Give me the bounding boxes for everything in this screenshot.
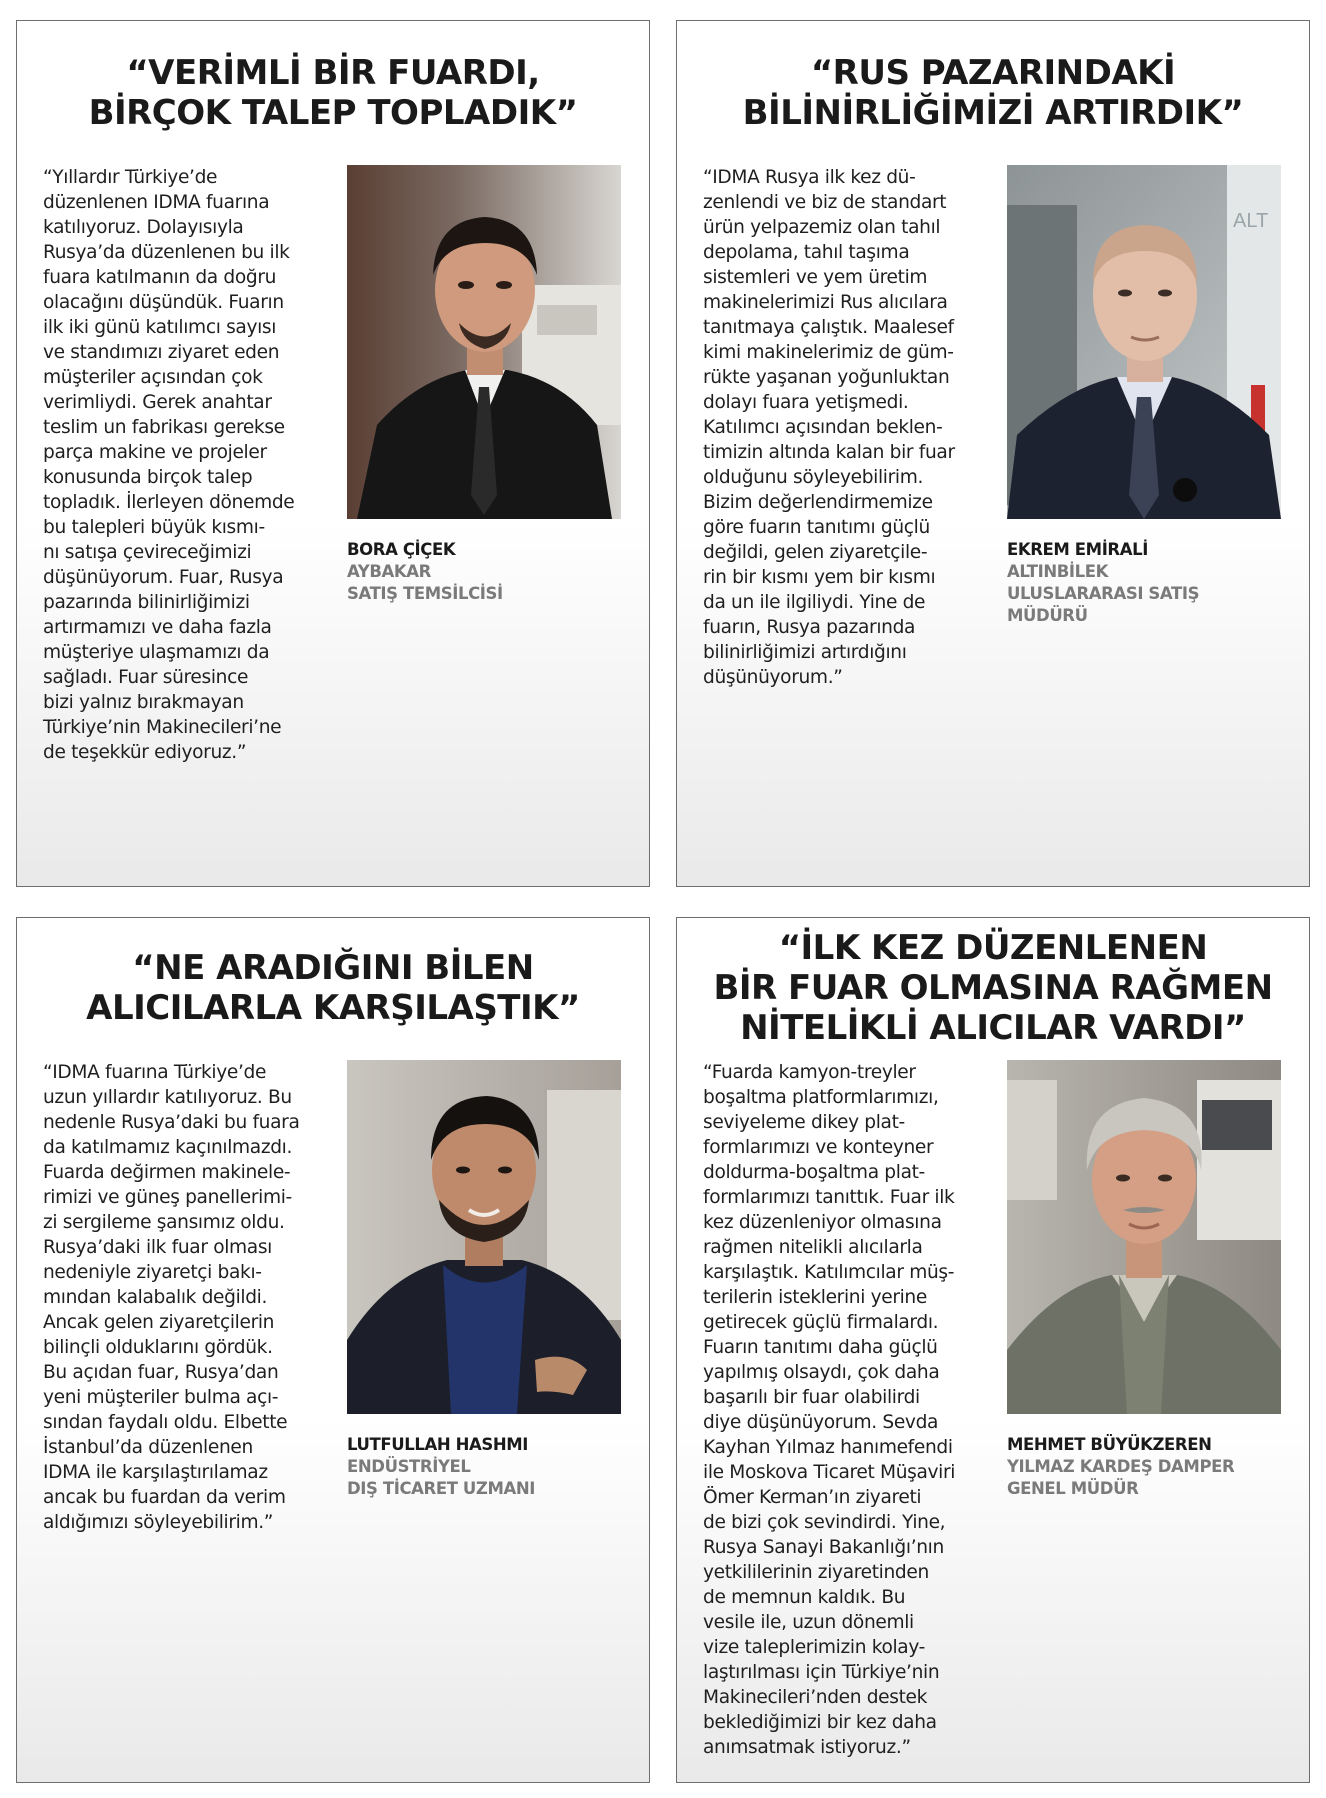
- person-caption: [1007, 1434, 1234, 1500]
- headline-line: NİTELİKLİ ALICILAR VARDI”: [740, 1008, 1246, 1048]
- person-caption: [347, 1434, 535, 1500]
- headline-line: BİRÇOK TALEP TOPLADIK”: [88, 93, 578, 133]
- person-name: BORA ÇİÇEK: [347, 540, 456, 559]
- person-name: LUTFULLAH HASHMI: [347, 1435, 529, 1454]
- portrait-image: [347, 1060, 621, 1414]
- card-headline: [17, 948, 649, 1028]
- quote-text: “Yıllardır Türkiye’de düzenlenen IDMA fuarına katılıyoruz. Dolayısıyla Rusya’da düzenlenen bu ilk fuara katılmanın da doğru olacağını düşündük. Fuarın ilk iki günü katılımcı sayısı ve standımızı ziyaret eden müşteriler açısından çok verimliydi. Gerek anahtar teslim un fabrikası gerekse parça makine ve projeler konusunda birçok talep topladık. İlerleyen dönemde bu talepleri büyük kısmı- nı satışa çevireceğimizi düşünüyorum. Fuar, Rusya pazarında bilinirliğimizi artırmamızı ve daha fazla müşteriye ulaşmamızı da sağladı. Fuar süresince bizi yalnız bırakmayan Türkiye’nin Makinecileri’ne de teşekkür ediyoruz.”: [43, 167, 295, 763]
- person-title: ULUSLARARASI SATIŞ: [1007, 584, 1200, 603]
- portrait-image: [1007, 165, 1281, 519]
- portrait-photo: [347, 165, 621, 519]
- quote-text: “Fuarda kamyon-treyler boşaltma platformlarımızı, seviyeleme dikey plat- formlarımızı ve konteyner doldurma-boşaltma plat- formlarımızı tanıttık. Fuar ilk kez düzenleniyor olmasına rağmen nitelikli alıcılarla karşılaştık. Katılımcılar müş- terilerin isteklerini yerine getirecek güçlü firmalardı. Fuarın tanıtımı daha güçlü yapılmış olsaydı, çok daha başarılı bir fuar olabilirdi diye düşünüyorum. Sevda Kayhan Yılmaz hanımefendi ile Moskova Ticaret Müşaviri Ömer Kerman’ın ziyareti de bizi çok sevindirdi. Yine, Rusya Sanayi Bakanlığı’nın yetkililerinin ziyaretinden de memnun kaldık. Bu vesile ile, uzun dönemli vize taleplerimizin kolay- laştırılması için Türkiye’nin Makinecileri’nden destek beklediğimizi bir kez daha anımsatmak istiyoruz.”: [703, 1062, 956, 1758]
- person-title: GENEL MÜDÜR: [1007, 1479, 1139, 1498]
- headline-line: BİLİNİRLİĞİMİZİ ARTIRDIK”: [742, 93, 1244, 133]
- person-caption: [347, 539, 503, 605]
- interview-card-2: [676, 20, 1310, 887]
- person-title: ENDÜSTRİYEL: [347, 1457, 471, 1476]
- portrait-photo: [1007, 1060, 1281, 1414]
- interview-card-3: [16, 917, 650, 1783]
- person-company: YILMAZ KARDEŞ DAMPER: [1007, 1457, 1235, 1476]
- portrait-image: [1007, 1060, 1281, 1414]
- person-company: AYBAKAR: [347, 562, 431, 581]
- card-headline: [677, 53, 1309, 133]
- person-name: MEHMET BÜYÜKZEREN: [1007, 1435, 1212, 1454]
- background-sign: ALT: [1233, 210, 1269, 232]
- headline-line: “NE ARADIĞINI BİLEN: [132, 948, 534, 988]
- portrait-photo: [1007, 165, 1281, 519]
- portrait-photo: [347, 1060, 621, 1414]
- headline-line: ALICILARLA KARŞILAŞTIK”: [86, 988, 580, 1028]
- headline-line: “RUS PAZARINDAKİ: [810, 53, 1176, 93]
- person-caption: [1007, 539, 1199, 627]
- headline-line: “VERİMLİ BİR FUARDI,: [126, 53, 540, 93]
- person-name: EKREM EMİRALİ: [1007, 540, 1148, 559]
- interview-card-1: [16, 20, 650, 887]
- card-headline: [677, 928, 1309, 1048]
- portrait-image: [347, 165, 621, 519]
- person-company: ALTINBİLEK: [1007, 562, 1109, 581]
- headline-line: BİR FUAR OLMASINA RAĞMEN: [713, 968, 1273, 1008]
- quote-text: “IDMA fuarına Türkiye’de uzun yıllardır katılıyoruz. Bu nedenle Rusya’daki bu fuara da katılmamız kaçınılmazdı. Fuarda değirmen makinele- rimizi ve güneş panellerimi- zi sergileme şansımız oldu. Rusya’daki ilk fuar olması nedeniyle ziyaretçi bakı- mından kalabalık değildi. Ancak gelen ziyaretçilerin bilinçli olduklarını gördük. Bu açıdan fuar, Rusya’dan yeni müşteriler bulma açı- sından faydalı oldu. Elbette İstanbul’da düzenlenen IDMA ile karşılaştırılamaz ancak bu fuardan da verim aldığımızı söyleyebilirim.”: [43, 1062, 300, 1533]
- person-title: DIŞ TİCARET UZMANI: [347, 1479, 536, 1498]
- card-headline: [17, 53, 649, 133]
- interview-card-4: [676, 917, 1310, 1783]
- headline-line: “İLK KEZ DÜZENLENEN: [778, 928, 1208, 968]
- quote-text: “IDMA Rusya ilk kez dü- zenlendi ve biz de standart ürün yelpazemiz olan tahıl depolama, tahıl taşıma sistemleri ve yem üretim makinelerimizi Rus alıcılara tanıtmaya çalıştık. Maalesef kimi makinelerimiz de güm- rükte yaşanan yoğunluktan dolayı fuara yetişmedi. Katılımcı açısından beklen- timizin altında kalan bir fuar olduğunu söyleyebilirim. Bizim değerlendirmemize göre fuarın tanıtımı güçlü değildi, gelen ziyaretçile- rin bir kısmı yem bir kısmı da un ile ilgiliydi. Yine de fuarın, Rusya pazarında bilinirliğimizi artırdığını düşünüyorum.”: [703, 167, 955, 688]
- person-title: MÜDÜRÜ: [1007, 606, 1088, 625]
- person-title: SATIŞ TEMSİLCİSİ: [347, 584, 503, 603]
